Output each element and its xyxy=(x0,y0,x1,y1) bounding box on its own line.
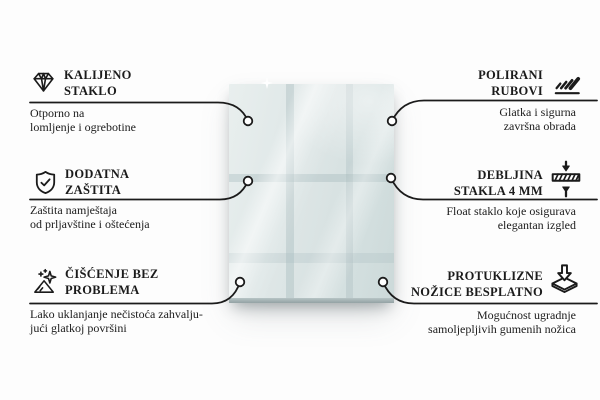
desc-line: elegantan izgled xyxy=(497,217,576,232)
callout-title-tempered-glass xyxy=(64,67,132,99)
polished-edges-icon xyxy=(551,66,583,98)
desc-line: Glatka i sigurna xyxy=(499,105,576,119)
title-line: ČIŠĆENJE BEZ xyxy=(65,267,159,281)
title-line: ZAŠTITA xyxy=(65,183,122,197)
glass-light-streak xyxy=(229,84,394,303)
title-line: PROTUKLIZNE xyxy=(447,269,543,283)
title-line: NOŽICE BESPLATNO xyxy=(410,285,543,299)
anti-slip-pad-icon xyxy=(548,262,581,299)
callout-desc-glass-thickness xyxy=(446,205,576,232)
desc-line: samoljepljivih gumenih nožica xyxy=(428,321,576,336)
sparkle-clean-icon xyxy=(31,268,60,297)
callout-desc-polished-edges xyxy=(499,106,576,133)
callout-desc-tempered-glass xyxy=(30,107,136,134)
glass-bottom-edge xyxy=(229,298,394,303)
title-line: STAKLO xyxy=(64,84,117,98)
title-line: KALIJENO xyxy=(64,68,132,82)
desc-line: Otporno na xyxy=(30,106,85,120)
title-line: DODATNA xyxy=(65,167,130,181)
callout-title-glass-thickness xyxy=(454,167,543,199)
desc-line: lomljenje i ogrebotine xyxy=(30,119,136,134)
title-line: RUBOVI xyxy=(491,84,543,98)
desc-line: Float staklo koje osigurava xyxy=(446,204,576,218)
thickness-icon xyxy=(549,160,583,198)
title-line: POLIRANI xyxy=(478,68,543,82)
desc-line: Lako uklanjanje nečistoća zahvalju- xyxy=(30,307,203,321)
shield-check-icon xyxy=(31,167,60,198)
title-line: PROBLEMA xyxy=(65,283,140,297)
desc-line: od prljavštine i oštećenja xyxy=(30,216,150,231)
diamond-icon xyxy=(29,68,58,96)
sparkle-icon xyxy=(261,77,273,89)
desc-line: Mogućnost ugradnje xyxy=(477,308,576,322)
desc-line: Zaštita namještaja xyxy=(30,203,117,217)
title-line: DEBLJINA xyxy=(477,168,543,182)
callout-title-extra-protection xyxy=(65,166,129,198)
desc-line: završna obrada xyxy=(503,118,576,133)
callout-title-anti-slip-feet xyxy=(411,268,543,300)
connector-mid-left xyxy=(30,181,248,200)
callout-title-easy-cleaning xyxy=(65,266,159,298)
callout-desc-anti-slip-feet xyxy=(428,309,576,336)
callout-desc-easy-cleaning xyxy=(30,308,203,335)
callout-desc-extra-protection xyxy=(30,204,150,231)
title-line: STAKLA 4 MM xyxy=(453,184,543,198)
callout-title-polished-edges xyxy=(478,67,543,99)
desc-line: jući glatkoj površini xyxy=(30,320,127,335)
glass-panel xyxy=(229,84,394,303)
